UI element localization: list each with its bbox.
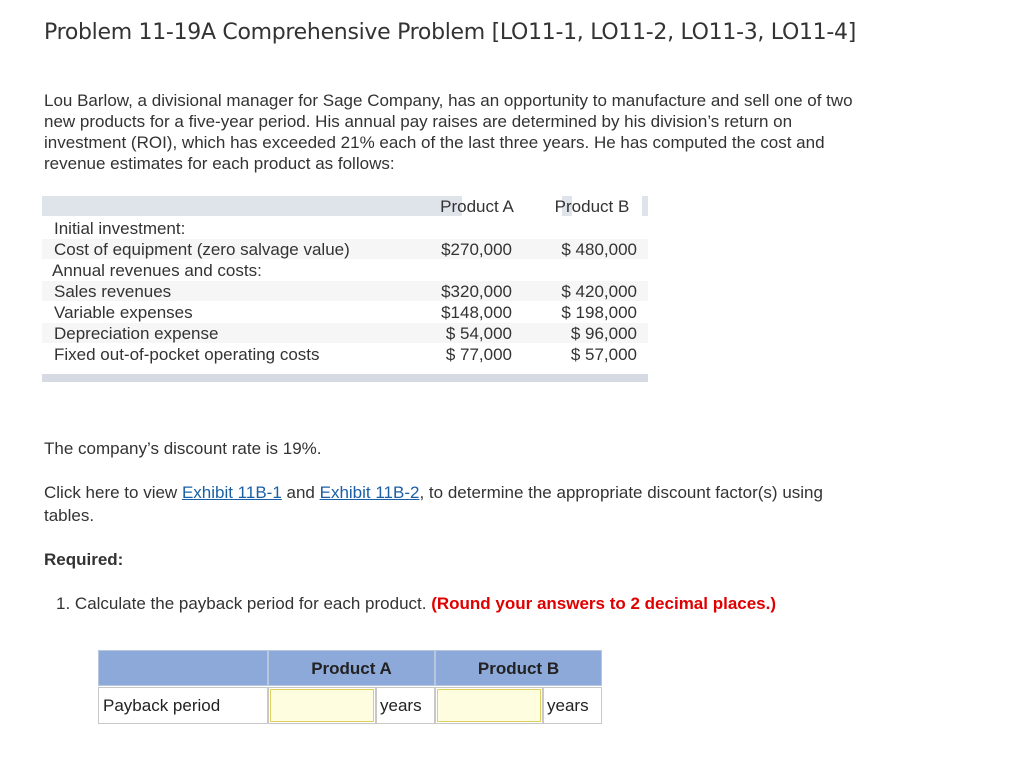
equipment-label: Cost of equipment (zero salvage value): [54, 240, 350, 259]
intro-line: investment (ROI), which has exceeded 21% each of the last three years. He has computed the cost and: [44, 133, 825, 152]
required-label: Required:: [44, 550, 124, 569]
intro-line: new products for a five-year period. His annual pay raises are determined by his division’s return on: [44, 112, 793, 131]
depreciation-product-b: $ 96,000: [570, 324, 637, 343]
years-unit-b: years: [543, 687, 602, 724]
row-label-sales-revenues: Sales revenues: [54, 282, 172, 301]
click-text: Click here to view: [44, 483, 182, 502]
payback-product-b-input[interactable]: [437, 689, 541, 722]
years-unit-a: years: [376, 687, 435, 724]
table-footer-bar: [42, 374, 648, 382]
fixed-costs-product-b: $ 57,000: [570, 345, 637, 364]
exhibit-instructions: [44, 482, 823, 503]
equipment-product-a: $270,000: [441, 240, 512, 259]
row-label-depreciation: Depreciation expense: [54, 324, 219, 343]
cost-revenue-table: [42, 196, 648, 384]
problem-description: [44, 90, 974, 174]
sales-revenues-product-a: $320,000: [441, 282, 512, 301]
row-label-variable-expenses: Variable expenses: [54, 303, 193, 322]
fixed-costs-product-a: $ 77,000: [445, 345, 512, 364]
variable-expenses-product-b: $ 198,000: [561, 303, 637, 322]
intro-line: Lou Barlow, a divisional manager for Sage Company, has an opportunity to manufacture and sell one of two: [44, 91, 853, 110]
payback-period-label: Payback period: [98, 687, 268, 724]
question-1: [56, 593, 776, 614]
exhibit-instructions-continued: tables.: [44, 506, 95, 525]
click-text-end: , to determine the appropriate discount factor(s) using: [419, 483, 823, 502]
initial-investment-label: Initial investment:: [54, 219, 186, 238]
rounding-note: (Round your answers to 2 decimal places.): [431, 594, 777, 613]
answer-header-product-a: Product A: [268, 650, 435, 686]
question-text: Calculate the payback period for each product.: [74, 594, 427, 613]
answer-header-product-b: Product B: [435, 650, 602, 686]
page-title: Problem 11-19A Comprehensive Problem [LO11-1, LO11-2, LO11-3, LO11-4]: [44, 20, 857, 45]
payback-product-a-input[interactable]: [270, 689, 374, 722]
answer-table: [98, 650, 602, 724]
column-header-product-b: Product B: [554, 197, 630, 216]
exhibit-11b-1-link[interactable]: Exhibit 11B-1: [181, 483, 282, 502]
depreciation-product-a: $ 54,000: [445, 324, 512, 343]
answer-header-blank: [98, 650, 268, 686]
equipment-product-b: $ 480,000: [561, 240, 637, 259]
row-label-fixed-costs: Fixed out-of-pocket operating costs: [54, 345, 320, 364]
question-number: 1.: [56, 594, 71, 613]
discount-rate-text: The company’s discount rate is 19%.: [44, 439, 322, 458]
and-text: and: [281, 483, 320, 502]
column-header-product-a: Product A: [440, 197, 514, 216]
intro-line: revenue estimates for each product as follows:: [44, 154, 395, 173]
variable-expenses-product-a: $148,000: [441, 303, 512, 322]
exhibit-11b-2-link[interactable]: Exhibit 11B-2: [319, 483, 420, 502]
annual-revenues-label: Annual revenues and costs:: [52, 261, 262, 280]
sales-revenues-product-b: $ 420,000: [561, 282, 637, 301]
